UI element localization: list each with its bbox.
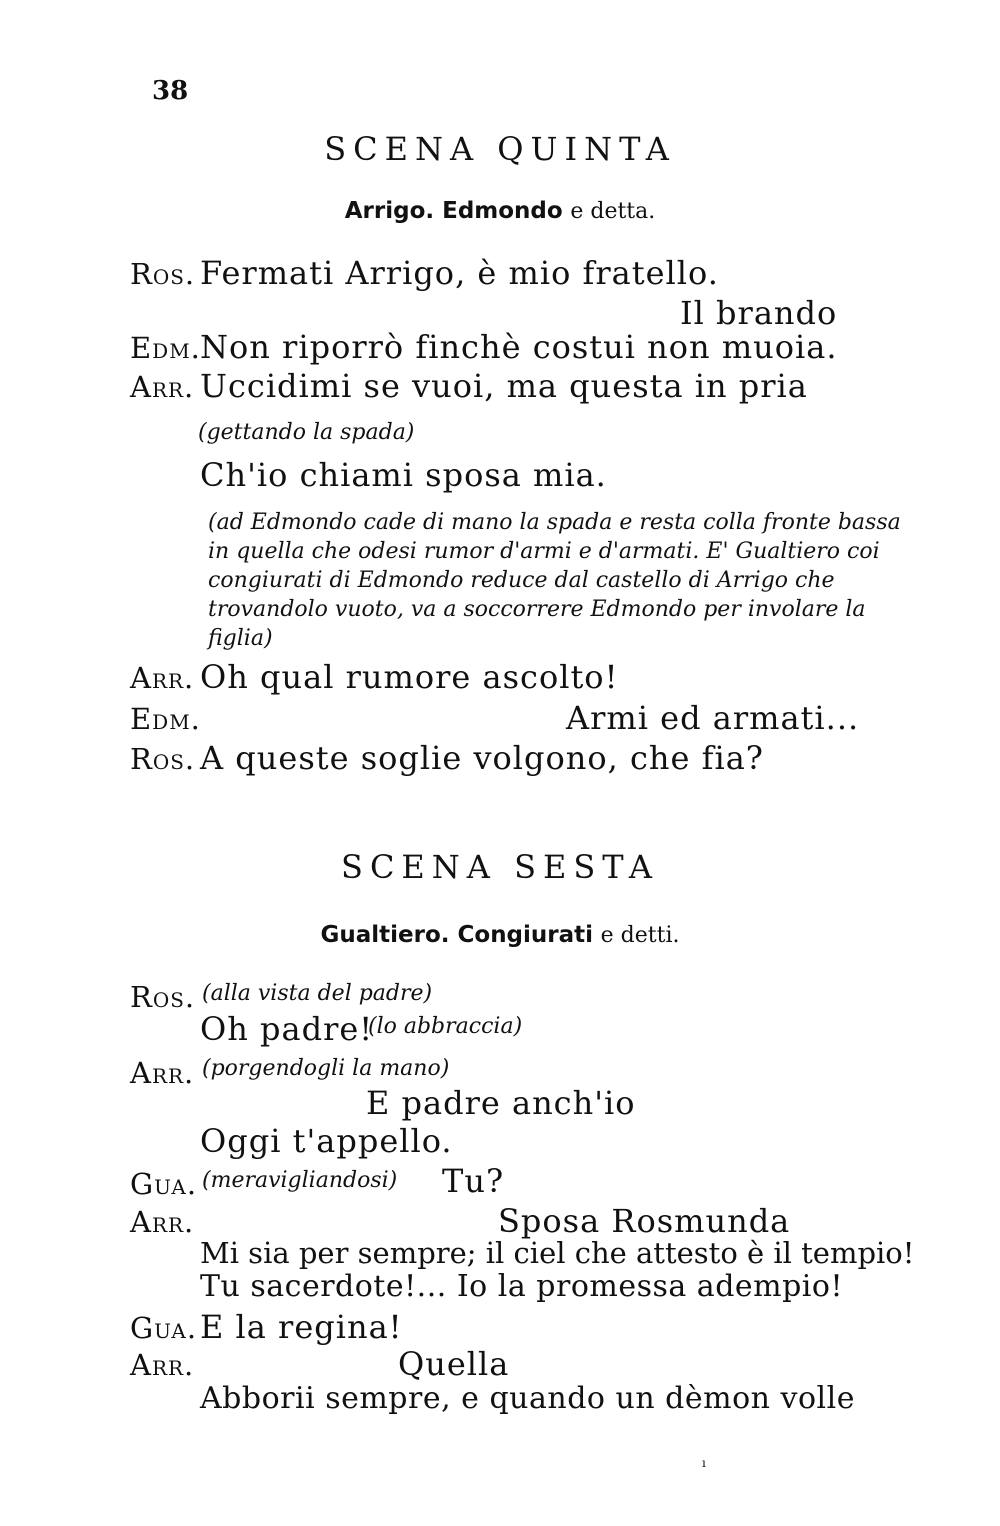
verse-line: Mi sia per sempre; il ciel che attesto è il tempio! <box>200 1236 915 1270</box>
scene-title: SCENA QUINTA <box>324 130 676 168</box>
verse-line: Fermati Arrigo, è mio fratello. <box>200 254 719 292</box>
speaker-label: Edm. <box>130 331 201 365</box>
speaker-label: Gua. <box>130 1311 198 1345</box>
verse-line: A queste soglie volgono, che fia? <box>200 739 764 777</box>
page-number: 38 <box>152 76 189 106</box>
printer-mark: ı <box>702 1456 706 1470</box>
verse-line: Tu sacerdote!... Io la promessa adempio! <box>200 1269 844 1304</box>
speaker-label: Arr. <box>130 370 195 404</box>
verse-line: Sposa Rosmunda <box>498 1202 791 1240</box>
verse-line: Uccidimi se vuoi, ma questa in pria <box>200 367 808 405</box>
verse-line: Abborii sempre, e quando un dèmon volle <box>200 1381 855 1416</box>
speaker-label: Arr. <box>130 1205 195 1239</box>
stage-direction: (ad Edmondo cade di mano la spada e resta colla fronte bassa in quella che odesi rumor d'armi e d'armati. E' Gualtiero coi congiurati di Edmondo reduce dal castello di Arrigo che trovandolo vuoto, va a soccorrere Edmondo per involare la figlia) <box>208 510 901 651</box>
verse-line: Il brando <box>680 294 838 332</box>
verse-line: Ch'io chiami sposa mia. <box>200 456 607 494</box>
cast-note: e detta. <box>570 199 656 224</box>
stage-direction: (meravigliandosi) <box>202 1168 398 1193</box>
speaker-label: Edm. <box>130 702 201 736</box>
verse-line: Quella <box>398 1345 510 1383</box>
verse-line: Armi ed armati... <box>566 699 860 737</box>
verse-line: Oh qual rumore ascolto! <box>200 658 619 696</box>
verse-line: E la regina! <box>200 1308 403 1346</box>
speaker-label: Ros. <box>130 980 196 1014</box>
speaker-label: Arr. <box>130 661 195 695</box>
stage-direction: (alla vista del padre) <box>202 981 433 1006</box>
speaker-label: Arr. <box>130 1348 195 1382</box>
verse-line: Non riporrò finchè costui non muoia. <box>200 328 838 366</box>
scene-title: SCENA SESTA <box>341 848 659 886</box>
speaker-label: Gua. <box>130 1167 198 1201</box>
verse-line: E padre anch'io <box>366 1084 636 1122</box>
stage-direction: (porgendogli la mano) <box>202 1056 450 1081</box>
cast-list <box>0 196 1000 224</box>
verse-line: Oggi t'appello. <box>200 1122 453 1160</box>
stage-direction: (gettando la spada) <box>198 420 415 445</box>
speaker-label: Ros. <box>130 257 196 291</box>
cast-names: Arrigo. Edmondo <box>344 198 563 224</box>
speaker-label: Arr. <box>130 1056 195 1090</box>
verse-line: Oh padre! <box>200 1010 374 1048</box>
speaker-label: Ros. <box>130 742 196 776</box>
verse-line: Tu? <box>442 1162 505 1200</box>
cast-note: e detti. <box>600 923 680 948</box>
cast-list <box>0 920 1000 948</box>
cast-names: Gualtiero. Congiurati <box>320 922 594 948</box>
stage-direction: (lo abbraccia) <box>368 1014 523 1039</box>
